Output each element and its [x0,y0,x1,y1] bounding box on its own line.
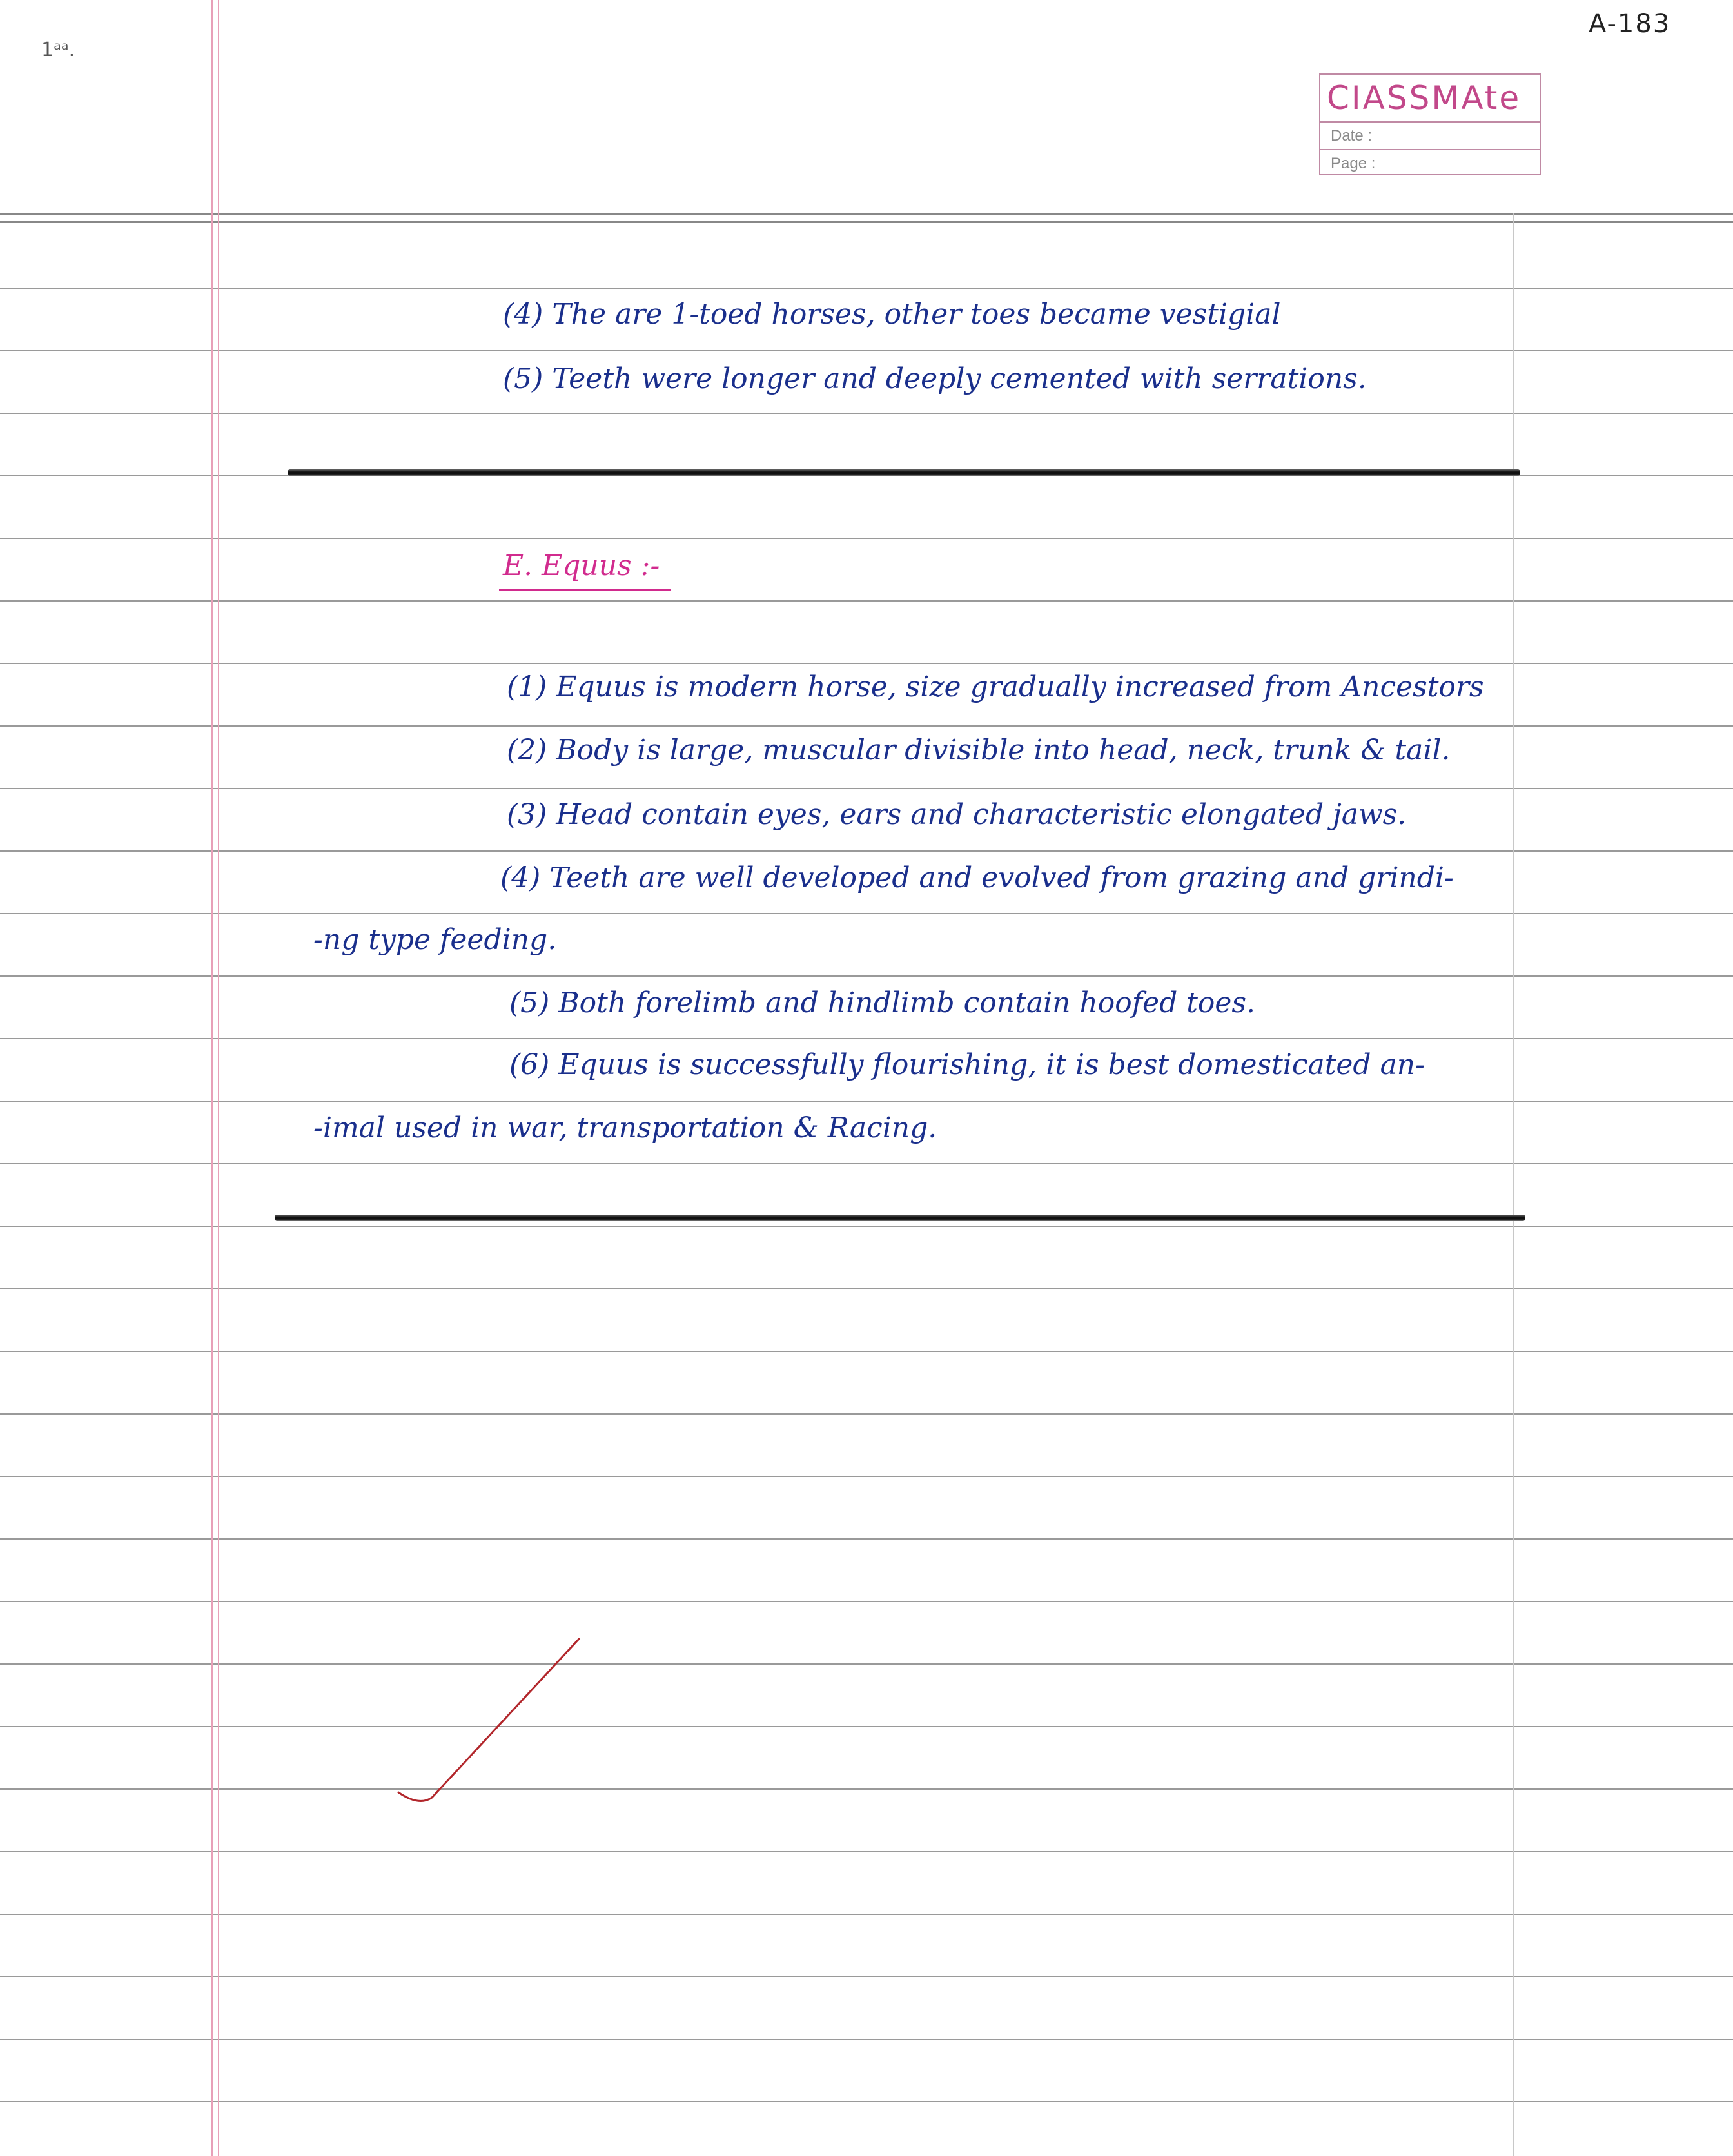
left-margin-line [211,0,213,2156]
ruled-line [0,1351,1733,1352]
ruled-line [0,538,1733,539]
ruled-line [0,1976,1733,1977]
ruled-line [0,913,1733,914]
ruled-line [0,663,1733,664]
ruled-line [0,1163,1733,1164]
ruled-line [0,1851,1733,1852]
ruled-line [0,1101,1733,1102]
ruled-line [0,2039,1733,2040]
ruled-line [0,1476,1733,1477]
date-label: Date : [1320,122,1540,150]
right-margin-line [1513,213,1514,2156]
ruled-line [0,1038,1733,1039]
ruled-line [0,975,1733,977]
ruled-line [0,788,1733,789]
text-line: (3) Head contain eyes, ears and characteristic elongated jaws. [507,798,1407,831]
check-mark-icon [387,1631,580,1812]
ruled-line [0,1788,1733,1790]
left-margin-line-2 [218,0,219,2156]
ruled-line [0,1663,1733,1665]
text-line: (5) Both forelimb and hindlimb contain hoofed toes. [509,986,1256,1019]
section-divider [288,469,1520,476]
text-line: (4) Teeth are well developed and evolved from grazing and grindi- [500,861,1454,894]
ruled-line [0,1413,1733,1415]
text-line: (5) Teeth were longer and deeply cemented with serrations. [503,362,1367,395]
ruled-line [0,850,1733,852]
ruled-line [0,413,1733,414]
ruled-line [0,288,1733,289]
ruled-line [0,350,1733,351]
ruled-line [0,600,1733,602]
section-heading: E. Equus :- [503,549,660,582]
ruled-line [0,1538,1733,1540]
ruled-line [0,2101,1733,2102]
heading-underline [499,589,671,591]
header-rule [0,213,1733,215]
ruled-line [0,1226,1733,1227]
page-code: A-183 [1589,9,1671,39]
text-line: (1) Equus is modern horse, size gradually increased from Ancestors [507,671,1484,703]
text-line: (6) Equus is successfully flourishing, it is best domesticated an- [509,1048,1425,1081]
ruled-line [0,725,1733,727]
brand-name: CIASSMAte [1320,75,1540,122]
header-rule-secondary [0,221,1733,223]
text-line: (4) The are 1-toed horses, other toes became vestigial [503,298,1281,331]
section-divider [275,1215,1525,1221]
brand-box [1319,74,1541,175]
page-label: Page : [1331,155,1376,172]
corner-mark: 1ᵃᵃ. [41,39,75,61]
text-line: -imal used in war, transportation & Racing. [313,1112,937,1144]
ruled-line [0,1288,1733,1289]
ruled-line [0,1726,1733,1727]
ruled-line [0,1601,1733,1602]
ruled-line [0,1914,1733,1915]
text-line: -ng type feeding. [313,923,557,956]
text-line: (2) Body is large, muscular divisible into head, neck, trunk & tail. [507,734,1451,767]
